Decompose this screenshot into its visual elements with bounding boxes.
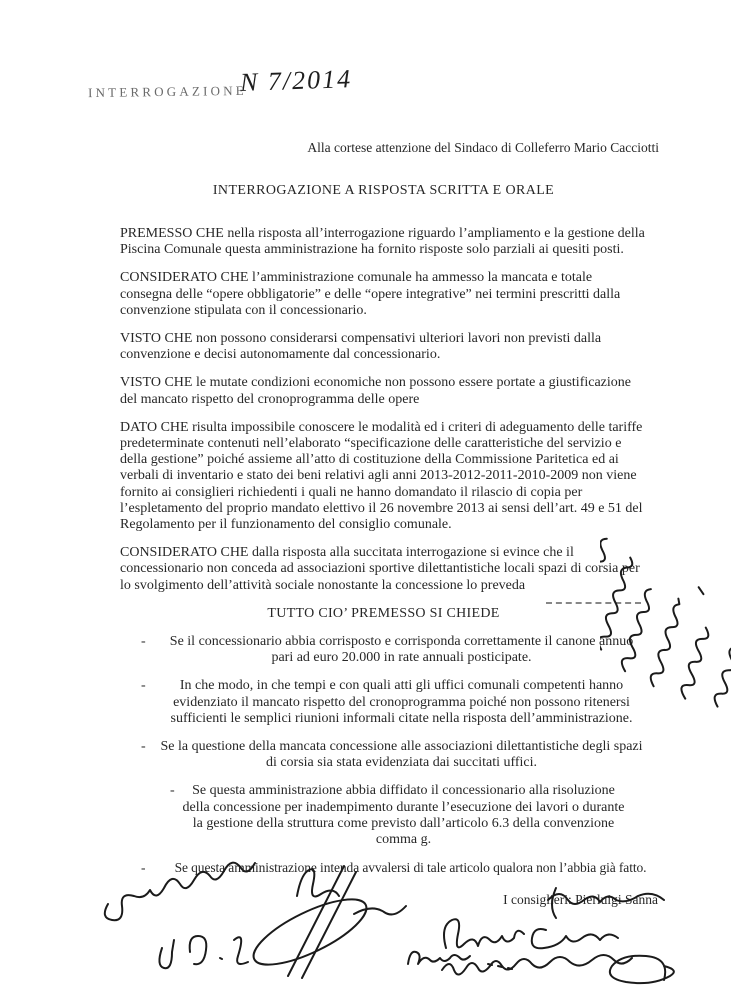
protocol-handwriting-note <box>92 856 422 982</box>
request-text-3: Se la questione della mancata concessione alle associazioni dilettantistiche degli spazi di corsia sia stata evidenziata dai succitati uffici. <box>160 739 643 771</box>
small-handwriting-scrawl <box>396 938 526 980</box>
request-text-1: Se il concessionario abbia corrisposto e corrisponda correttamente il canone annuo pari ad euro 20.000 in rate annuali posticipate. <box>169 634 634 666</box>
document-title: INTERROGAZIONE A RISPOSTA SCRITTA E ORALE <box>212 183 555 198</box>
dash-marker: - <box>141 634 146 650</box>
premise-paragraph-4: VISTO CHE le mutate condizioni economiche non possono essere portate a giustificazione del mancato rispetto del cronoprogramma delle opere <box>120 375 631 407</box>
dash-marker: - <box>141 739 146 755</box>
premise-paragraph-1: PREMESSO CHE nella risposta all’interrogazione riguardo l’ampliamento e la gestione della Piscina Comunale questa amministrazione ha fornito risposte solo parziali ai quesiti posti. <box>120 226 645 258</box>
councillors-line: I consiglieri: Pierluigi Sanna <box>503 892 658 907</box>
stamp-label: INTERROGAZIONE <box>87 82 247 101</box>
recipient-line: Alla cortese attenzione del Sindaco di Colleferro Mario Cacciotti <box>307 140 659 155</box>
request-text-5: Se questa amministrazione intenda avvalersi di tale articolo qualora non l’abbia già fatto. <box>174 860 647 876</box>
premise-paragraph-3: VISTO CHE non possono considerarsi compensativi ulteriori lavori non previsti dalla convenzione e decisi autonomamente dal concessionario. <box>120 331 602 363</box>
document-body <box>120 226 647 889</box>
request-item-4 <box>120 783 647 848</box>
dash-marker: - <box>141 860 146 876</box>
margin-handwriting-note <box>600 528 731 743</box>
request-text-4: Se questa amministrazione abbia diffidato il concessionario alla risoluzione della concessione per inadempimento durante l’esecuzione dei lavori o durante la gestione della struttura come previsto dall’articolo 6.3 della convenzione comma g. <box>182 783 625 848</box>
request-item-2 <box>120 678 647 727</box>
request-item-1 <box>120 634 647 666</box>
premise-paragraph-2: CONSIDERATO CHE l’amministrazione comunale ha ammesso la mancata e totale consegna delle “opere obbligatorie” e delle “opere integrative” nei termini prescritti dalla convenzione stipulata con il concessionario. <box>120 270 621 318</box>
handwritten-case-number: N 7/2014 <box>239 64 353 97</box>
premise-paragraph-5: DATO CHE risulta impossibile conoscere le modalità ed i criteri di adeguamento delle tariffe predeterminate contenuti nell’elaborato “specificazione delle caratteristiche del servizio e della gestione” poiché assieme all’atto di costituzione della Commissione Paritetica ed ai verbali di inventario e stato dei beni relativi agli anni 2013-2012-2011-2010-2009 non viene fornito ai consiglieri richiedenti i quali ne hanno domandato il rilascio di copia per l’espletamento del proprio mandato elettivo il 26 novembre 2013 ai sensi dell’art. 49 e 51 del Regolamento per il funzionamento del consiglio comunale. <box>120 419 643 533</box>
premise-paragraph-6: CONSIDERATO CHE dalla risposta alla succitata interrogazione si evince che il concessionario non conceda ad associazioni sportive dilettantistiche locali spazi di corsia per lo svolgimento dell’attività sociale nonostante la concessione lo preveda <box>120 545 640 593</box>
request-heading: TUTTO CIO’ PREMESSO SI CHIEDE <box>267 605 500 621</box>
request-text-2: In che modo, in che tempi e con quali atti gli uffici comunali competenti hanno evidenziato il mancato rispetto del cronoprogramma poiché non possono ritenersi sufficienti le semplici riunioni informali citate nella risposta dell’amministrazione. <box>170 678 633 726</box>
request-item-3 <box>120 739 647 771</box>
dash-marker: - <box>170 783 175 799</box>
dash-marker: - <box>141 678 146 694</box>
